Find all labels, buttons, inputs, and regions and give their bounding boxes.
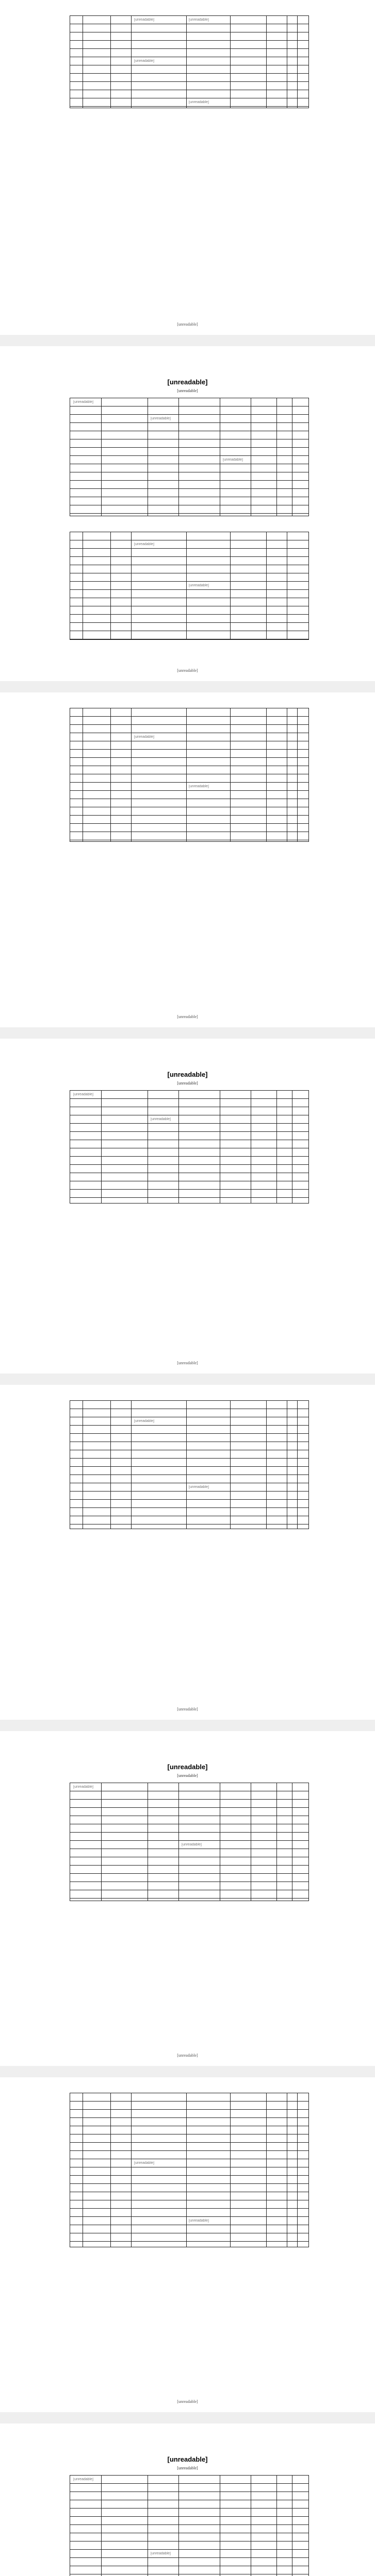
table-cell: [unreadable] [189, 1485, 209, 1489]
table-cell: [unreadable] [73, 1785, 93, 1789]
table-cell: [unreadable] [151, 2552, 171, 2555]
table-cell: [unreadable] [182, 1843, 202, 1846]
page-title: [unreadable] [167, 2455, 208, 2463]
page-number: [unreadable] [177, 2399, 198, 2404]
page-number: [unreadable] [177, 1707, 198, 1711]
page-number: [unreadable] [177, 1361, 198, 1365]
page-year: [unreadable] [177, 388, 198, 393]
table-cell: [unreadable] [151, 1117, 171, 1121]
evaluation-table-4 [70, 1090, 309, 1204]
table-cell: [unreadable] [189, 100, 209, 104]
document-page-7 [0, 2077, 375, 2412]
table-cell: [unreadable] [189, 785, 209, 788]
document-page-6 [0, 1731, 375, 2066]
document-page-4 [0, 1039, 375, 1374]
table-cell: [unreadable] [189, 584, 209, 587]
table-cell: [unreadable] [189, 2219, 209, 2223]
evaluation-table-6 [70, 1783, 309, 1901]
page-year: [unreadable] [177, 2466, 198, 2470]
evaluation-table-7 [70, 2093, 309, 2247]
evaluation-table-3 [70, 708, 309, 842]
evaluation-table-8 [70, 2475, 309, 2576]
evaluation-table-1 [70, 15, 309, 108]
document-page-2 [0, 346, 375, 681]
document-page-8 [0, 2424, 375, 2576]
page-number: [unreadable] [177, 2053, 198, 2058]
table-cell: [unreadable] [151, 417, 171, 420]
table-cell: [unreadable] [73, 400, 93, 404]
evaluation-table-2b [70, 532, 309, 640]
page-title: [unreadable] [167, 1763, 208, 1771]
page-number: [unreadable] [177, 1014, 198, 1019]
table-cell: [unreadable] [134, 1419, 154, 1423]
table-cell: [unreadable] [73, 1093, 93, 1096]
page-year: [unreadable] [177, 1773, 198, 1778]
page-title: [unreadable] [167, 1071, 208, 1078]
table-cell: [unreadable] [134, 18, 154, 22]
evaluation-table-5 [70, 1400, 309, 1529]
page-number: [unreadable] [177, 668, 198, 673]
page-title: [unreadable] [167, 378, 208, 386]
page-year: [unreadable] [177, 1081, 198, 1086]
table-cell: [unreadable] [134, 2161, 154, 2165]
table-cell: [unreadable] [134, 735, 154, 739]
table-cell: [unreadable] [223, 458, 243, 462]
table-cell: [unreadable] [189, 18, 209, 22]
page-number: [unreadable] [177, 322, 198, 327]
document-page-3 [0, 692, 375, 1027]
table-cell: [unreadable] [134, 543, 154, 546]
table-cell: [unreadable] [73, 2478, 93, 2481]
document-page-1 [0, 0, 375, 335]
evaluation-table-2 [70, 398, 309, 516]
table-cell: [unreadable] [134, 59, 154, 63]
document-page-5 [0, 1385, 375, 1720]
